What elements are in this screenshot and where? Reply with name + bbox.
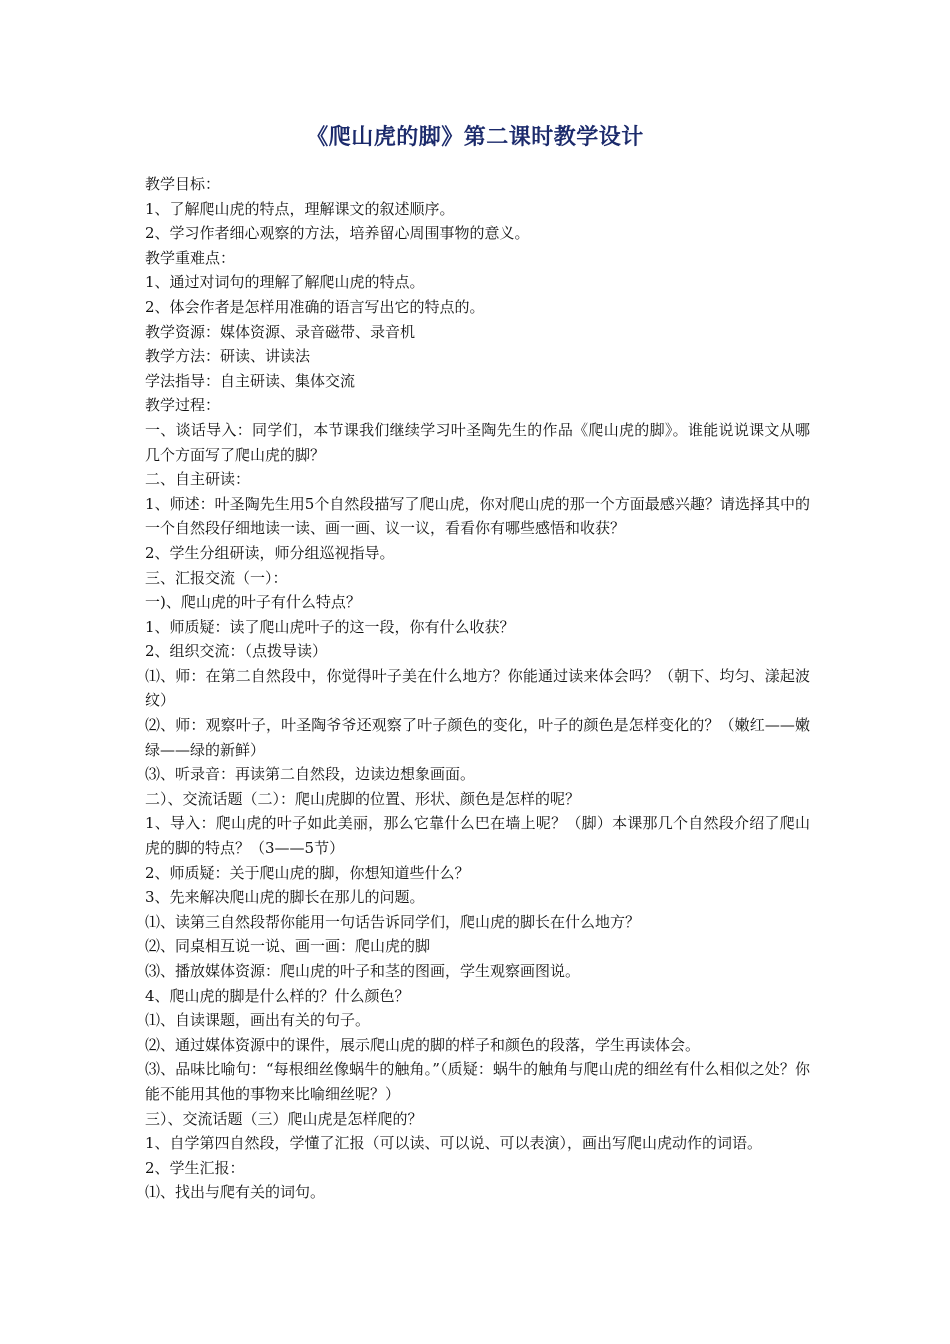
text-line: 2、学生汇报： (145, 1158, 245, 1177)
text-line: ⑴、自读课题，画出有关的句子。 (145, 1011, 371, 1030)
text-line: 1、自学第四自然段，学懂了汇报（可以读、可以说、可以表演），画出写爬山虎动作的词语。 (145, 1134, 763, 1153)
text-line: 一、谈话导入：同学们，本节课我们继续学习叶圣陶先生的作品《爬山虎的脚》。谁能说说课文从哪几个方面写了爬山虎的脚？ (145, 420, 810, 464)
text-line: ⑶、品味比喻句：“每根细丝像蜗牛的触角。”（质疑：蜗牛的触角与爬山虎的细丝有什么相似之处？你能不能用其他的事物来比喻细丝呢？） (145, 1060, 810, 1103)
text-line: 2、师质疑：关于爬山虎的脚，你想知道些什么？ (145, 863, 470, 882)
text-line: 1、师质疑：读了爬山虎叶子的这一段，你有什么收获？ (145, 617, 515, 636)
document-title: 《爬山虎的脚》第二课时教学设计 (306, 125, 644, 150)
text-line: 学法指导：自主研读、集体交流 (145, 371, 356, 390)
text-line: 4、爬山虎的脚是什么样的？什么颜色？ (145, 986, 410, 1005)
text-line: ⑵、师：观察叶子，叶圣陶爷爷还观察了叶子颜色的变化，叶子的颜色是怎样变化的？（嫩红——嫩绿——绿的新鲜） (145, 716, 810, 759)
text-line: 2、组织交流：（点拨导读） (145, 642, 328, 661)
text-line: 三、汇报交流（一）： (145, 568, 288, 587)
text-line: ⑴、师：在第二自然段中，你觉得叶子美在什么地方？你能通过读来体会吗？（朝下、均匀、漾起波纹） (145, 666, 810, 710)
text-line: 1、通过对词句的理解了解爬山虎的特点。 (145, 273, 425, 292)
text-line: 1、导入：爬山虎的叶子如此美丽，那么它靠什么巴在墙上呢？（脚）本课那几个自然段介绍了爬山虎的脚的特点？（3——5节） (145, 814, 810, 858)
text-line: 1、了解爬山虎的特点，理解课文的叙述顺序。 (145, 199, 455, 218)
text-line: 一)、爬山虎的叶子有什么特点？ (145, 593, 361, 612)
text-line: ⑵、通过媒体资源中的课件，展示爬山虎的脚的样子和颜色的段落，学生再读体会。 (145, 1035, 701, 1054)
document-body (145, 172, 810, 1205)
text-line: ⑵、同桌相互说一说、画一画：爬山虎的脚 (145, 937, 431, 956)
text-line: 二、自主研读： (145, 470, 251, 489)
text-line: 三）、交流话题（三）爬山虎是怎样爬的？ (145, 1109, 423, 1128)
text-line: ⑶、听录音：再读第二自然段，边读边想象画面。 (145, 765, 476, 784)
text-line: 2、体会作者是怎样用准确的语言写出它的特点的。 (145, 297, 485, 316)
text-line: 2、学习作者细心观察的方法，培养留心周围事物的意义。 (145, 224, 530, 243)
text-line: 2、学生分组研读，师分组巡视指导。 (145, 543, 395, 562)
text-line: ⑴、读第三自然段帮你能用一句话告诉同学们，爬山虎的脚长在什么地方？ (145, 912, 641, 931)
text-line: 教学资源：媒体资源、录音磁带、录音机 (145, 322, 416, 341)
text-line: ⑴、找出与爬有关的词句。 (145, 1183, 326, 1202)
text-line: 1、师述：叶圣陶先生用5个自然段描写了爬山虎，你对爬山虎的那一个方面最感兴趣？请选择其中的一个自然段仔细地读一读、画一画、议一议，看看你有哪些感悟和收获？ (145, 494, 810, 538)
text-line: 二）、交流话题（二）：爬山虎脚的位置、形状、颜色是怎样的呢？ (145, 789, 581, 808)
text-line: 教学重难点： (145, 248, 236, 267)
text-line: 教学方法：研读、讲读法 (145, 347, 311, 366)
text-line: 教学过程： (145, 396, 221, 415)
text-line: 教学目标： (145, 175, 221, 193)
text-line: 3、先来解决爬山虎的脚长在那儿的问题。 (145, 888, 425, 907)
text-line: ⑶、播放媒体资源：爬山虎的叶子和茎的图画，学生观察画图说。 (145, 962, 581, 980)
